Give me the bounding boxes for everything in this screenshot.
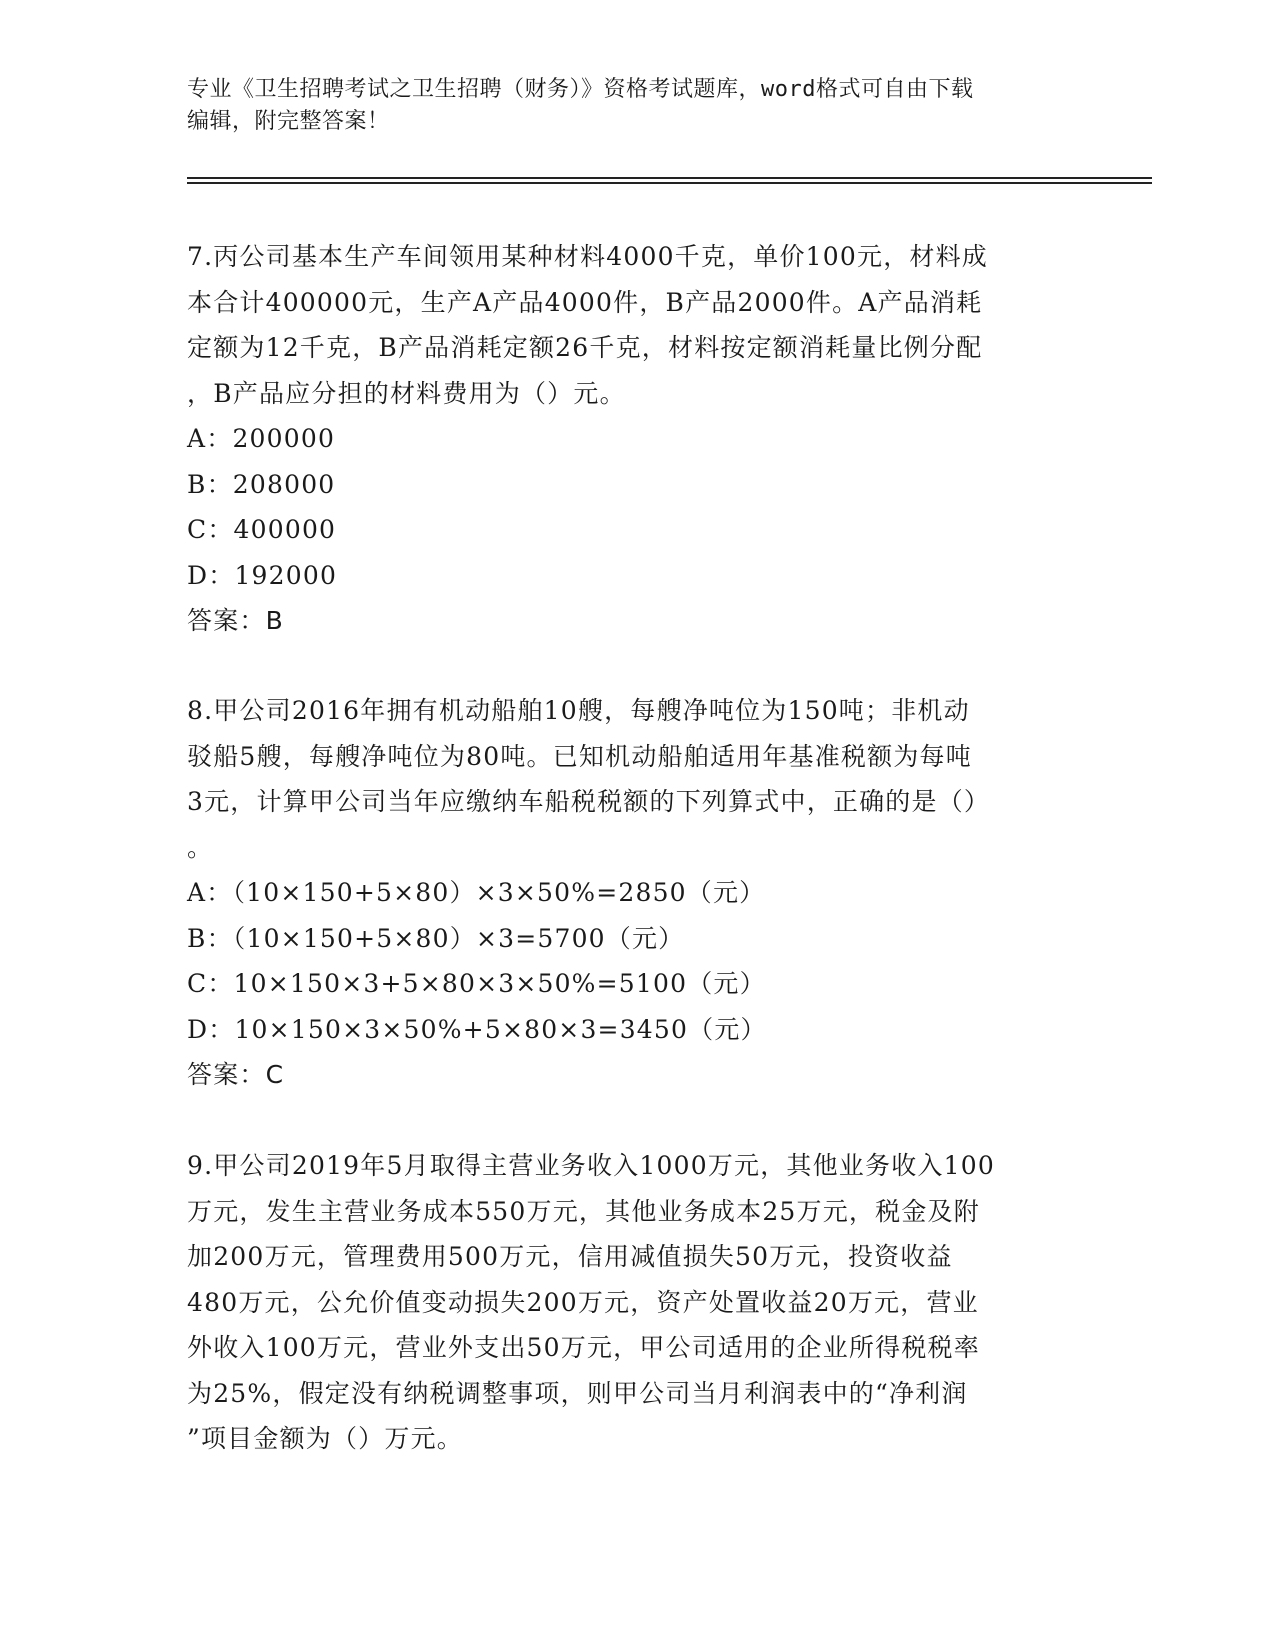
- question-stem-line: 加200万元，管理费用500万元，信用减值损失50万元，投资收益: [187, 1242, 953, 1271]
- option-c: C：10×150×3+5×80×3×50%=5100（元）: [187, 969, 766, 998]
- document-header: [187, 74, 1067, 138]
- question-stem-line: 万元，发生主营业务成本550万元，其他业务成本25万元，税金及附: [187, 1196, 980, 1226]
- question-8: [187, 688, 1087, 1098]
- answer-label: 答案：B: [187, 606, 284, 635]
- option-a: A：200000: [187, 424, 336, 453]
- question-7: [187, 234, 1087, 644]
- question-stem-line: 外收入100万元，营业外支出50万元，甲公司适用的企业所得税税率: [187, 1333, 980, 1362]
- question-stem-line: 480万元，公允价值变动损失200万元，资产处置收益20万元，营业: [187, 1287, 979, 1317]
- header-divider-bottom: [187, 182, 1152, 184]
- question-stem-line: 9.甲公司2019年5月取得主营业务收入1000万元，其他业务收入100: [187, 1151, 995, 1180]
- question-stem-line: 。: [187, 832, 214, 862]
- header-line-1: 专业《卫生招聘考试之卫生招聘（财务）》资格考试题库，word格式可自由下载: [187, 77, 974, 102]
- question-stem-line: 本合计400000元，生产A产品4000件，B产品2000件。A产品消耗: [187, 287, 983, 317]
- question-stem-line: 3元，计算甲公司当年应缴纳车船税税额的下列算式中，正确的是（）: [187, 787, 991, 816]
- question-9: [187, 1143, 1087, 1462]
- option-c: C：400000: [187, 515, 337, 544]
- answer-label: 答案：C: [187, 1060, 285, 1089]
- header-line-2: 编辑，附完整答案！: [187, 109, 390, 134]
- option-a: A：（10×150+5×80）×3×50%=2850（元）: [187, 878, 766, 907]
- question-stem-line: ，B产品应分担的材料费用为（）元。: [187, 378, 626, 408]
- header-divider-top: [187, 177, 1152, 179]
- option-d: D：10×150×3×50%+5×80×3=3450（元）: [187, 1014, 767, 1044]
- question-stem-line: 定额为12千克，B产品消耗定额26千克，材料按定额消耗量比例分配: [187, 333, 983, 362]
- option-b: B：（10×150+5×80）×3=5700（元）: [187, 923, 685, 953]
- question-stem-line: 驳船5艘，每艘净吨位为80吨。已知机动船舶适用年基准税额为每吨: [187, 741, 972, 771]
- option-d: D：192000: [187, 560, 338, 590]
- option-b: B：208000: [187, 469, 336, 499]
- question-stem-line: 为25%，假定没有纳税调整事项，则甲公司当月利润表中的“净利润: [187, 1378, 968, 1408]
- question-stem-line: 8.甲公司2016年拥有机动船舶10艘，每艘净吨位为150吨；非机动: [187, 696, 970, 725]
- question-stem-line: 7.丙公司基本生产车间领用某种材料4000千克，单价100元，材料成: [187, 242, 988, 271]
- question-stem-line: ”项目金额为（）万元。: [187, 1424, 463, 1453]
